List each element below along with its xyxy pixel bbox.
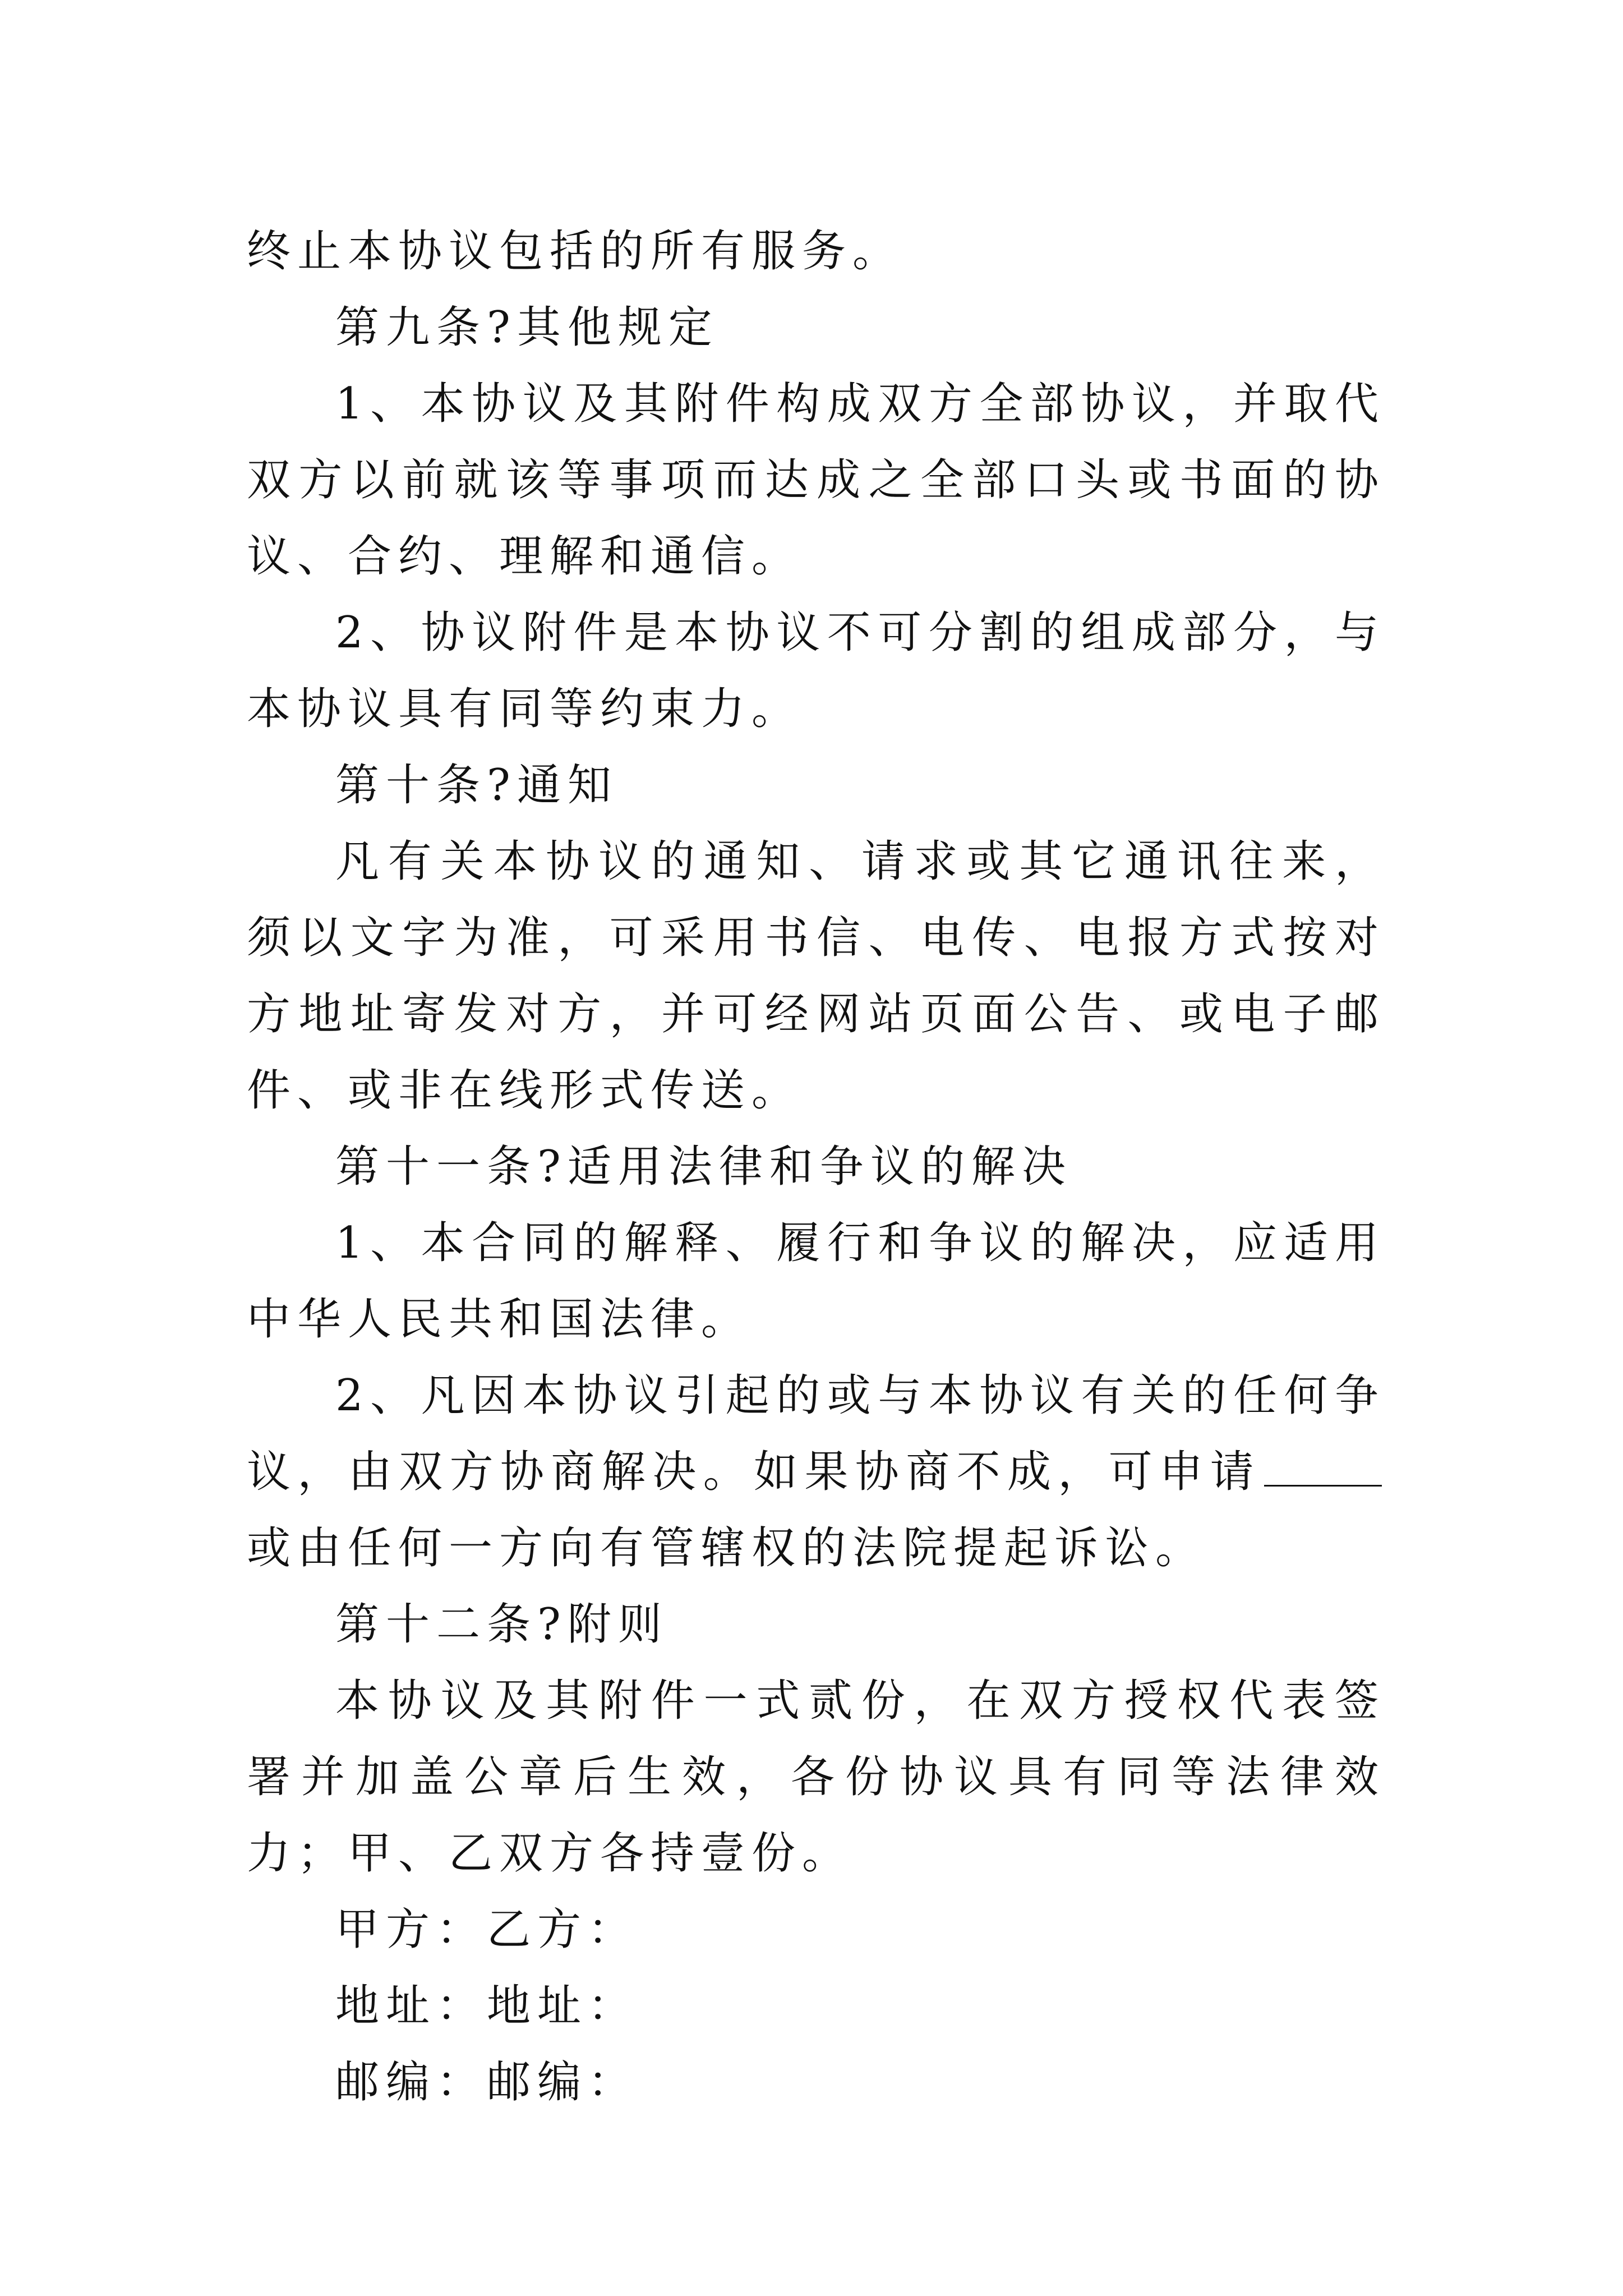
heading-article-10: 第十条?通知 (335, 760, 618, 811)
paragraph-article-11-item-2-part-2: 或由任何一方向有管辖权的法院提起诉讼。 (247, 1523, 1206, 1573)
heading-article-9: 第九条?其他规定 (335, 302, 719, 353)
paragraph-article-9-item-1: 1、本协议及其附件构成双方全部协议，并取代双方以前就该等事项而达成之全部口头或书面的协议、合约、理解和通信。 (247, 379, 1385, 582)
paragraph-article-10-notice: 凡有关本协议的通知、请求或其它通讯往来，须以文字为准，可采用书信、电传、电报方式按对方地址寄发对方，并可经网站页面公告、或电子邮件、或非在线形式传送。 (247, 836, 1385, 1116)
signature-address-line: 地址：地址： (335, 1981, 639, 2031)
signature-party-line: 甲方：乙方： (335, 1904, 639, 1955)
paragraph-article-11-item-2 (247, 1358, 1385, 1586)
paragraph-article-12-copies: 本协议及其附件一式贰份，在双方授权代表签署并加盖公章后生效，各份协议具有同等法律效力；甲、乙双方各持壹份。 (247, 1676, 1385, 1879)
fill-in-blank (1264, 1446, 1382, 1487)
paragraph-article-11-item-2-part-1: 2、凡因本协议引起的或与本协议有关的任何争议，由双方协商解决。如果协商不成，可申请 (247, 1370, 1385, 1497)
paragraph-article-9-item-2: 2、协议附件是本协议不可分割的组成部分，与本协议具有同等约束力。 (247, 608, 1385, 734)
heading-article-11: 第十一条?适用法律和争议的解决 (335, 1142, 1072, 1192)
signature-postcode-line: 邮编：邮编： (335, 2057, 639, 2108)
paragraph-service-termination: 终止本协议包括的所有服务。 (247, 226, 903, 277)
paragraph-article-11-item-1: 1、本合同的解释、履行和争议的解决，应适用中华人民共和国法律。 (247, 1218, 1385, 1345)
document-body (247, 213, 1385, 2120)
heading-article-12: 第十二条?附则 (335, 1599, 668, 1650)
